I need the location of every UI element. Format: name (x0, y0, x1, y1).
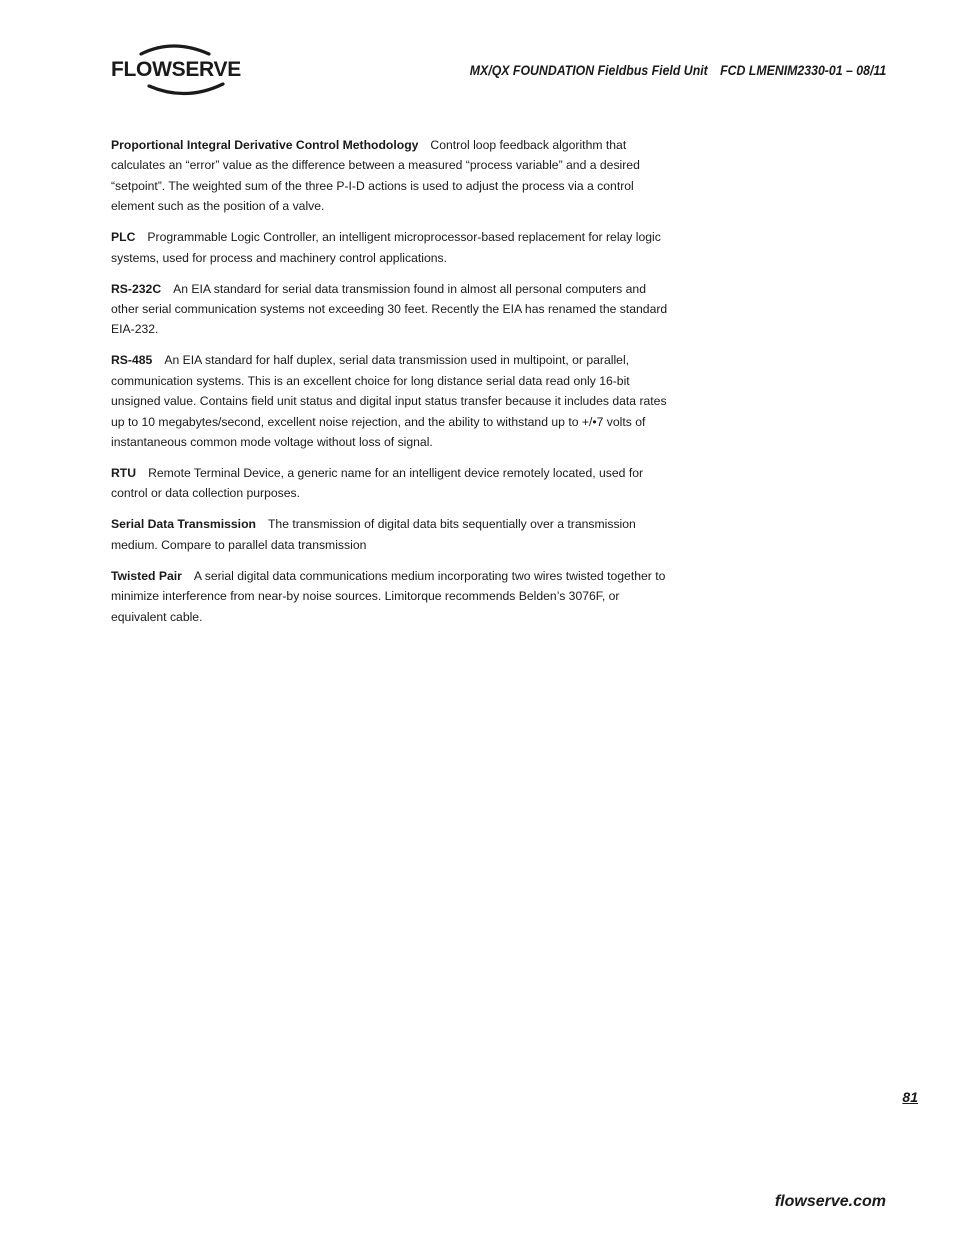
page-number: 81 (902, 1089, 918, 1105)
glossary-entry (111, 566, 671, 627)
glossary-entry (111, 514, 671, 555)
glossary-definition: Remote Terminal Device, a generic name for an intelligent device remotely located, used for control or data collection purposes. (111, 466, 644, 501)
header-title (470, 62, 886, 78)
glossary-term: RS-485 (111, 353, 153, 368)
glossary-definition: An EIA standard for half duplex, serial data transmission used in multipoint, or parallel, communication systems. This is an excellent choice for long distance serial data read only 16-bit unsigned value. Contains field unit status and digital input status transfer because it includes data rates up to 10 megabytes/second, excellent noise rejection, and the ability to withstand up to +/•7 volts of instantaneous common mode voltage without loss of signal. (111, 353, 667, 450)
glossary-term: Serial Data Transmission (111, 517, 256, 532)
glossary-entry (111, 227, 671, 268)
glossary-term: RTU (111, 466, 137, 481)
product-title: MX/QX FOUNDATION Fieldbus Field Unit (469, 62, 708, 78)
glossary-term: Proportional Integral Derivative Control Methodology (111, 138, 419, 152)
glossary-definition: A serial digital data communications medium incorporating two wires twisted together to minimize interference from near-by noise sources. Limitorque recommends Belden’s 3076F, or equivalent cable. (111, 568, 666, 624)
glossary-entry (111, 350, 671, 452)
glossary-term: PLC (111, 230, 136, 245)
glossary-list (111, 135, 671, 638)
document-code: FCD LMENIM2330-01 – 08/11 (719, 62, 886, 78)
glossary-term: Twisted Pair (111, 568, 182, 583)
glossary-definition: Programmable Logic Controller, an intelligent microprocessor-based replacement for relay logic systems, used for process and machinery control applications. (111, 230, 661, 265)
glossary-entry (111, 135, 671, 217)
glossary-definition: The transmission of digital data bits sequentially over a transmission medium. Compare to parallel data transmission (111, 517, 636, 552)
glossary-entry (111, 279, 671, 340)
flowserve-logo (111, 42, 251, 96)
logo-text: FLOWSERVE (111, 58, 241, 81)
glossary-definition: An EIA standard for serial data transmission found in almost all personal computers and other serial communication systems not exceeding 30 feet. Recently the EIA has renamed the standard EIA-232. (111, 281, 668, 337)
glossary-entry (111, 463, 671, 504)
glossary-term: RS-232C (111, 281, 162, 296)
footer-url: flowserve.com (774, 1193, 886, 1210)
glossary-definition: Control loop feedback algorithm that calculates an “error” value as the difference between a measured “process variable” and a desired “setpoint”. The weighted sum of the three P-I-D actions is used to adjust the process via a control element such as the position of a valve. (111, 138, 640, 214)
